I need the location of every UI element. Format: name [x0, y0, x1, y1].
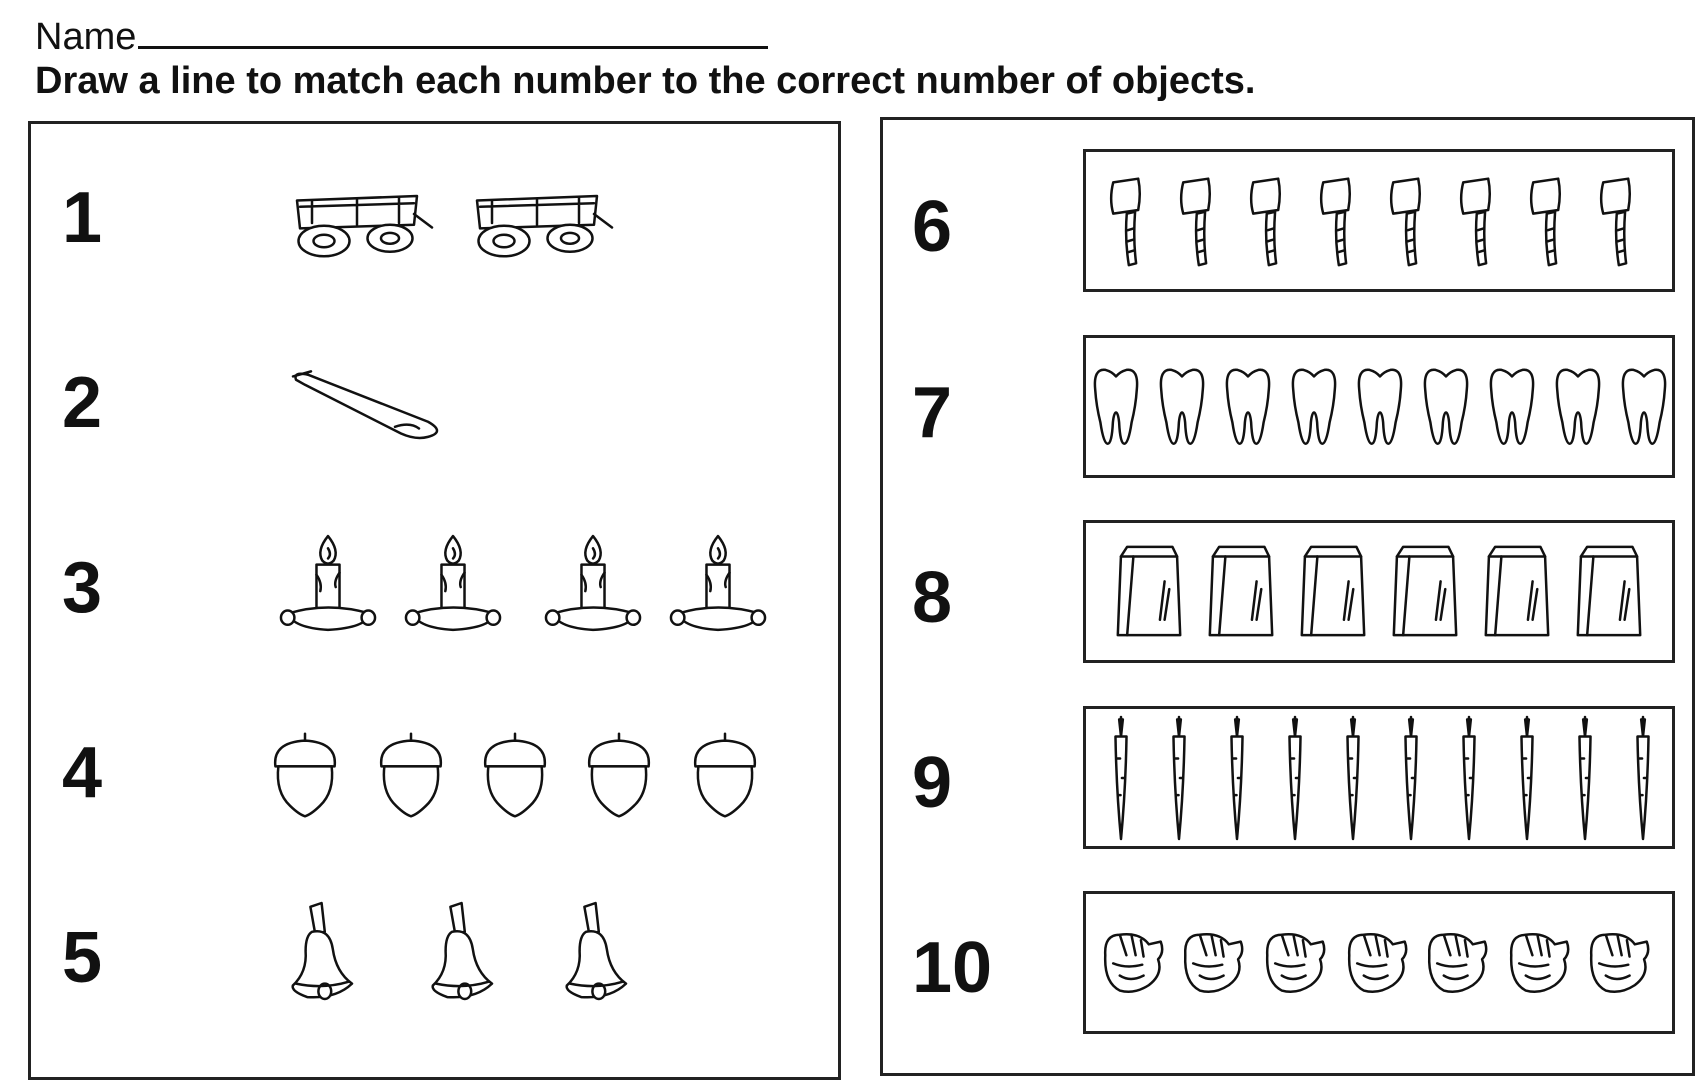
number-4: 4: [62, 733, 103, 813]
carrot-icon: [1156, 717, 1202, 839]
axe-icon: [1107, 175, 1159, 267]
carrot-icon: [1620, 717, 1666, 839]
candle-icon: [545, 534, 641, 636]
wagon-icon: [462, 178, 612, 268]
number-6: 6: [912, 187, 953, 267]
bell-icon: [420, 903, 500, 999]
bag-icon: [1478, 543, 1556, 639]
number-10: 10: [912, 928, 993, 1008]
bag-icon: [1570, 543, 1648, 639]
number-3: 3: [62, 548, 103, 628]
tooth-icon: [1090, 365, 1142, 447]
glove-icon: [1262, 928, 1328, 996]
carrot-icon: [1330, 717, 1376, 839]
acorn-icon: [374, 732, 448, 818]
bell-icon: [280, 903, 360, 999]
bag-icon: [1294, 543, 1372, 639]
glove-icon: [1344, 928, 1410, 996]
glove-icon: [1424, 928, 1490, 996]
carrot-icon: [1388, 717, 1434, 839]
tooth-icon: [1288, 365, 1340, 447]
acorn-icon: [478, 732, 552, 818]
objects-box-6: [1083, 149, 1675, 292]
acorn-icon: [268, 732, 342, 818]
tooth-icon: [1486, 365, 1538, 447]
bat-icon: [290, 368, 440, 452]
glove-icon: [1586, 928, 1652, 996]
acorn-icon: [582, 732, 656, 818]
acorn-icon: [688, 732, 762, 818]
candle-icon: [405, 534, 501, 636]
tooth-icon: [1354, 365, 1406, 447]
tooth-icon: [1618, 365, 1670, 447]
number-7: 7: [912, 373, 953, 453]
wagon-icon: [282, 178, 432, 268]
carrot-icon: [1562, 717, 1608, 839]
glove-icon: [1180, 928, 1246, 996]
name-field[interactable]: [35, 8, 768, 59]
number-5: 5: [62, 918, 103, 998]
axe-icon: [1457, 175, 1509, 267]
carrot-icon: [1504, 717, 1550, 839]
carrot-icon: [1272, 717, 1318, 839]
bag-icon: [1386, 543, 1464, 639]
axe-icon: [1527, 175, 1579, 267]
carrot-icon: [1098, 717, 1144, 839]
number-2: 2: [62, 363, 103, 443]
candle-icon: [670, 534, 766, 636]
number-8: 8: [912, 558, 953, 638]
axe-icon: [1247, 175, 1299, 267]
number-1: 1: [62, 178, 103, 258]
name-blank-line[interactable]: [138, 8, 768, 49]
glove-icon: [1100, 928, 1166, 996]
instructions-text: Draw a line to match each number to the correct number of objects.: [35, 60, 1256, 102]
name-label: Name: [35, 16, 137, 58]
tooth-icon: [1156, 365, 1208, 447]
bag-icon: [1110, 543, 1188, 639]
tooth-icon: [1222, 365, 1274, 447]
axe-icon: [1597, 175, 1649, 267]
carrot-icon: [1446, 717, 1492, 839]
glove-icon: [1506, 928, 1572, 996]
tooth-icon: [1552, 365, 1604, 447]
tooth-icon: [1420, 365, 1472, 447]
bell-icon: [554, 903, 634, 999]
number-9: 9: [912, 743, 953, 823]
candle-icon: [280, 534, 376, 636]
axe-icon: [1317, 175, 1369, 267]
axe-icon: [1387, 175, 1439, 267]
carrot-icon: [1214, 717, 1260, 839]
axe-icon: [1177, 175, 1229, 267]
bag-icon: [1202, 543, 1280, 639]
